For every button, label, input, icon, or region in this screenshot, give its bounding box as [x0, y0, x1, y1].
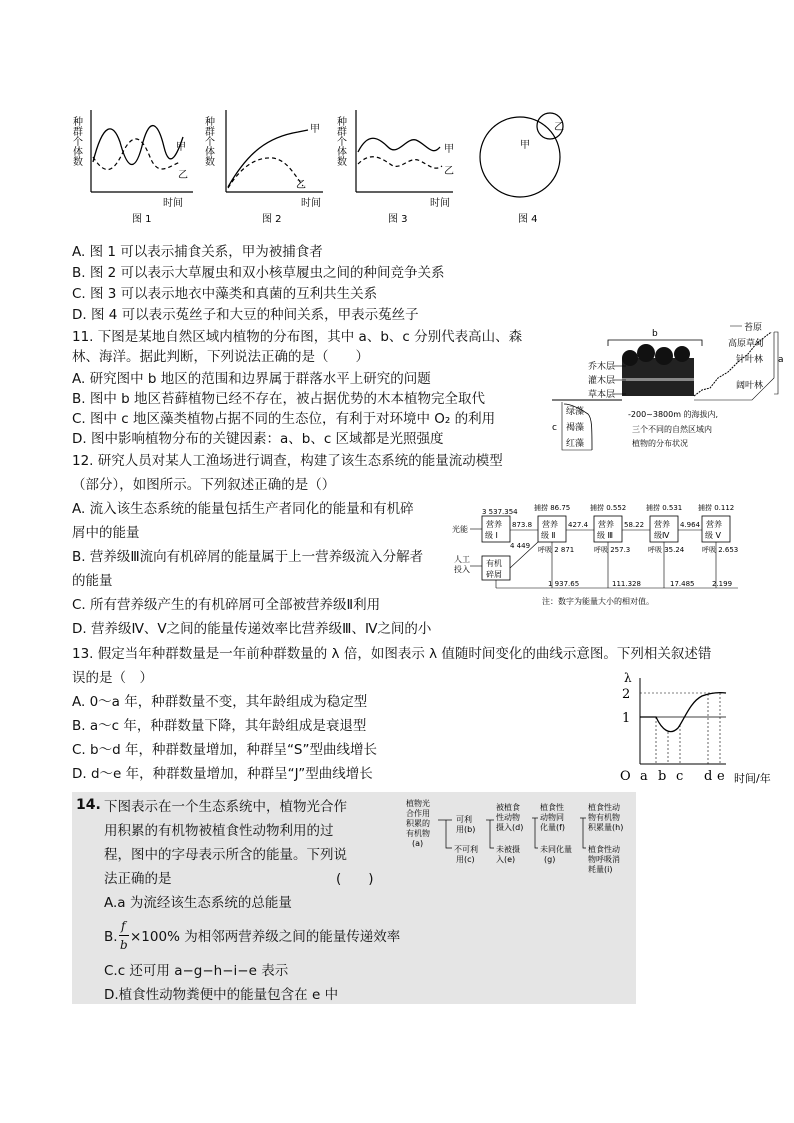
- fig1-caption: 图 1: [132, 214, 152, 225]
- q14-option-b-pre: B.: [104, 929, 118, 945]
- svg-text:呼吸 35.24: 呼吸 35.24: [648, 546, 685, 554]
- q11-alpine-meadow: 高原草甸: [728, 339, 765, 349]
- fig4-caption: 图 4: [518, 214, 538, 225]
- q12-flow-4: 4.964: [680, 521, 701, 529]
- q13-tick-c: c: [676, 769, 684, 784]
- q14-option-b-post: ×100% 为相邻两营养级之间的能量传递效率: [130, 929, 401, 945]
- q12-flow-1: 873.8: [512, 521, 533, 529]
- q12-flow-2: 427.4: [568, 521, 589, 529]
- q13-tick-d: d: [704, 769, 713, 784]
- q14-stem-line2: 用积累的有机物被植食性动物利用的过: [104, 823, 334, 839]
- q12-bottom-3: 17.485: [670, 580, 695, 588]
- q13-lambda: λ: [624, 671, 632, 685]
- q14-option-c: C.c 还可用 a−g−h−i−e 表示: [104, 963, 289, 979]
- q11-fig-b: b: [652, 329, 658, 339]
- q13-option-a: A. 0～a 年，种群数量不变，其年龄组成为稳定型: [72, 694, 368, 710]
- q11-option-d: D. 图中影响植物分布的关键因素：a、b、c 区域都是光照强度: [72, 431, 444, 447]
- fig3-axis-x: 时间: [430, 198, 450, 209]
- svg-text:植食性动: 植食性动: [588, 803, 620, 812]
- q13-y2: 2: [622, 687, 631, 702]
- q13-tick-e: e: [717, 769, 725, 784]
- q12-4449: 4 449: [510, 542, 531, 550]
- svg-text:级 Ⅰ: 级 Ⅰ: [485, 531, 498, 540]
- svg-text:营养: 营养: [542, 520, 558, 529]
- q11-fig-c: c: [552, 423, 557, 433]
- svg-text:(g): (g): [544, 855, 556, 864]
- q12-option-d: D. 营养级Ⅳ、Ⅴ之间的能量传递效率比营养级Ⅲ、Ⅳ之间的小: [72, 621, 432, 637]
- q12-option-c: C. 所有营养级产生的有机碎屑可全部被营养级Ⅱ利用: [72, 597, 381, 613]
- svg-text:有机物: 有机物: [406, 829, 430, 838]
- fig3-axis-y: 种群个体数: [334, 116, 346, 166]
- q12-bottom-4: 2.199: [712, 580, 733, 588]
- figure-2: [203, 110, 324, 225]
- svg-text:呼吸 257.3: 呼吸 257.3: [594, 546, 631, 554]
- svg-text:积累量(h): 积累量(h): [588, 823, 624, 832]
- fig1-jia: 甲: [176, 142, 186, 153]
- q12-human-2: 投入: [454, 565, 470, 574]
- q14-number: 14.: [76, 797, 101, 813]
- q13-origin: O: [620, 769, 631, 784]
- q11-algae-green: 绿藻: [566, 407, 585, 417]
- svg-text:入(e): 入(e): [496, 855, 516, 864]
- fig3-caption: 图 3: [388, 214, 408, 225]
- q11-option-a: A. 研究图中 b 地区的范围和边界属于群落水平上研究的问题: [72, 371, 431, 387]
- svg-text:动物同: 动物同: [540, 813, 564, 822]
- fig2-yi: 乙: [296, 180, 306, 191]
- svg-text:营养: 营养: [706, 520, 722, 529]
- figure-3: [335, 110, 455, 225]
- svg-text:捕捞 0.531: 捕捞 0.531: [646, 504, 683, 512]
- fig3-jia: 甲: [444, 144, 454, 155]
- q11-alpine-broadleaf: 阔叶林: [736, 381, 764, 391]
- q11-alpine-tundra: 苔原: [744, 323, 763, 333]
- svg-text:化量(f): 化量(f): [540, 823, 566, 832]
- q14-option-a: A.a 为流经该生态系统的总能量: [104, 895, 292, 911]
- q12-note: 注：数字为能量大小的相对值。: [542, 597, 654, 606]
- q12-option-b-2: 的能量: [72, 573, 113, 589]
- q14-stem-line1: 下图表示在一个生态系统中，植物光合作: [104, 799, 347, 815]
- q11-layer-tree: 乔木层: [588, 362, 616, 372]
- svg-text:用(b): 用(b): [456, 825, 476, 834]
- svg-text:3 537.354: 3 537.354: [482, 508, 518, 516]
- q10-option-d: D. 图 4 可以表示菟丝子和大豆的种间关系，甲表示菟丝子: [72, 307, 419, 323]
- q11-algae-brown: 褐藻: [566, 423, 585, 433]
- svg-text:合作用: 合作用: [406, 809, 430, 818]
- svg-text:营养: 营养: [654, 520, 670, 529]
- q13-lambda-figure: [618, 668, 788, 786]
- q13-xlabel: 时间/年: [734, 772, 771, 785]
- q12-stem-line2: （部分），如图所示。下列叙述正确的是（）: [72, 477, 336, 493]
- svg-text:呼吸 2.653: 呼吸 2.653: [702, 546, 739, 554]
- svg-text:物有机物: 物有机物: [588, 813, 620, 822]
- fig2-jia: 甲: [310, 124, 320, 135]
- q11-stem-line1: 11. 下图是某地自然区域内植物的分布图，其中 a、b、c 分别代表高山、森: [72, 329, 523, 345]
- forest-icon: [622, 344, 694, 396]
- svg-text:级Ⅳ: 级Ⅳ: [654, 531, 670, 540]
- svg-text:捕捞 86.75: 捕捞 86.75: [534, 504, 571, 512]
- svg-text:级 Ⅴ: 级 Ⅴ: [705, 531, 722, 540]
- q13-stem-line1: 13. 假定当年种群数量是一年前种群数量的 λ 倍，如图表示 λ 值随时间变化的曲线示意图。下列相关叙述错: [72, 646, 712, 662]
- q12-option-a-2: 屑中的能量: [72, 525, 140, 541]
- svg-text:(a): (a): [412, 839, 424, 848]
- q13-stem-line2: 误的是（ ）: [72, 670, 153, 686]
- q10-option-a: A. 图 1 可以表示捕食关系，甲为被捕食者: [72, 244, 323, 260]
- q12-option-a-1: A. 流入该生态系统的能量包括生产者同化的能量和有机碎: [72, 501, 414, 517]
- q14-flow-figure: [404, 796, 636, 884]
- svg-text:捕捞 0.112: 捕捞 0.112: [698, 504, 735, 512]
- q11-layer-herb: 草本层: [588, 390, 616, 400]
- q13-tick-b: b: [658, 769, 667, 784]
- fig2-axis-y: 种群个体数: [202, 116, 214, 166]
- q11-note-2: 三个不同的自然区域内: [632, 425, 712, 434]
- q12-option-b-1: B. 营养级Ⅲ流向有机碎屑的能量属于上一营养级流入分解者: [72, 549, 424, 565]
- q13-option-c: C. b～d 年，种群数量增加，种群呈“S”型曲线增长: [72, 742, 377, 758]
- q11-alpine-conifer: 针叶林: [736, 355, 764, 365]
- q14-option-b-den: b: [120, 938, 128, 952]
- q13-tick-a: a: [640, 769, 648, 784]
- q11-figure: [552, 318, 788, 456]
- q11-note-1: -200~3800m 的海拔内,: [628, 410, 719, 419]
- q14-option-d: D.植食性动物粪便中的能量包含在 e 中: [104, 987, 339, 1003]
- q10-figures: [58, 102, 578, 230]
- fig2-axis-x: 时间: [301, 198, 321, 209]
- svg-text:植物光: 植物光: [406, 799, 430, 808]
- svg-text:耗量(i): 耗量(i): [588, 865, 613, 874]
- svg-text:积累的: 积累的: [406, 819, 430, 828]
- level-4: [646, 503, 685, 554]
- fig4-yi: 乙: [554, 122, 564, 133]
- q11-algae-red: 红藻: [566, 439, 585, 449]
- q12-human-1: 人工: [454, 555, 470, 564]
- q12-bottom-2: 111.328: [612, 580, 641, 588]
- svg-text:营养: 营养: [598, 520, 614, 529]
- q10-option-c: C. 图 3 可以表示地衣中藻类和真菌的互利共生关系: [72, 286, 378, 302]
- q12-flow-3: 58.22: [624, 521, 645, 529]
- svg-text:用(c): 用(c): [456, 855, 475, 864]
- q12-bottom-1: 1 937.65: [548, 580, 580, 588]
- svg-text:捕捞 0.552: 捕捞 0.552: [590, 504, 627, 512]
- figure-4: [480, 113, 564, 225]
- svg-text:营养: 营养: [486, 520, 502, 529]
- svg-text:植食性动: 植食性动: [588, 845, 620, 854]
- q14-bracket: ( ): [336, 871, 374, 887]
- svg-text:未同化量: 未同化量: [540, 845, 572, 854]
- svg-text:呼吸 2 871: 呼吸 2 871: [538, 546, 575, 554]
- q12-energy-flow-figure: [448, 500, 748, 610]
- fig1-axis-x: 时间: [163, 198, 183, 209]
- q11-note-3: 植物的分布状况: [632, 439, 688, 448]
- q11-option-b: B. 图中 b 地区苔藓植物已经不存在，被占据优势的木本植物完全取代: [72, 391, 485, 407]
- svg-text:被植食: 被植食: [496, 803, 520, 812]
- figure-1: [71, 110, 194, 225]
- q11-fig-a: a: [778, 355, 784, 365]
- q12-light: 光能: [452, 525, 468, 534]
- q14-option-b-num: f: [121, 919, 126, 933]
- svg-text:级 Ⅲ: 级 Ⅲ: [597, 531, 614, 540]
- level-5: [698, 503, 738, 554]
- svg-text:物呼吸消: 物呼吸消: [588, 855, 620, 864]
- q14-stem-line3: 程，图中的字母表示所含的能量。下列说: [104, 847, 347, 863]
- svg-text:可利: 可利: [456, 815, 472, 824]
- fig4-jia: 甲: [520, 140, 530, 151]
- q12-stem-line1: 12. 研究人员对某人工渔场进行调查，构建了该生态系统的能量流动模型: [72, 453, 503, 469]
- q10-option-b: B. 图 2 可以表示大草履虫和双小核草履虫之间的种间竞争关系: [72, 265, 445, 281]
- q12-detritus-2: 碎屑: [486, 570, 502, 579]
- q12-detritus-1: 有机: [486, 559, 502, 568]
- q13-y1: 1: [622, 711, 631, 726]
- svg-text:级 Ⅱ: 级 Ⅱ: [541, 531, 556, 540]
- svg-text:植食性: 植食性: [540, 803, 564, 812]
- q11-option-c: C. 图中 c 地区藻类植物占据不同的生态位，有利于对环境中 O₂ 的利用: [72, 411, 496, 427]
- q11-stem-line2: 林、海洋。据此判断，下列说法正确的是（ ）: [72, 349, 369, 365]
- svg-text:性动物: 性动物: [496, 813, 520, 822]
- q14-stem-line4: 法正确的是: [104, 871, 172, 887]
- svg-text:不可利: 不可利: [454, 845, 478, 854]
- q11-layer-shrub: 灌木层: [588, 376, 616, 386]
- fig1-yi: 乙: [178, 170, 188, 181]
- fig3-yi: 乙: [444, 166, 454, 177]
- svg-text:未被摄: 未被摄: [496, 845, 520, 854]
- q13-option-b: B. a～c 年，种群数量下降，其年龄组成是衰退型: [72, 718, 367, 734]
- svg-text:摄入(d): 摄入(d): [496, 823, 524, 832]
- fig2-caption: 图 2: [262, 214, 282, 225]
- fig1-axis-y: 种群个体数: [70, 116, 82, 166]
- q13-option-d: D. d～e 年，种群数量增加，种群呈“J”型曲线增长: [72, 766, 373, 782]
